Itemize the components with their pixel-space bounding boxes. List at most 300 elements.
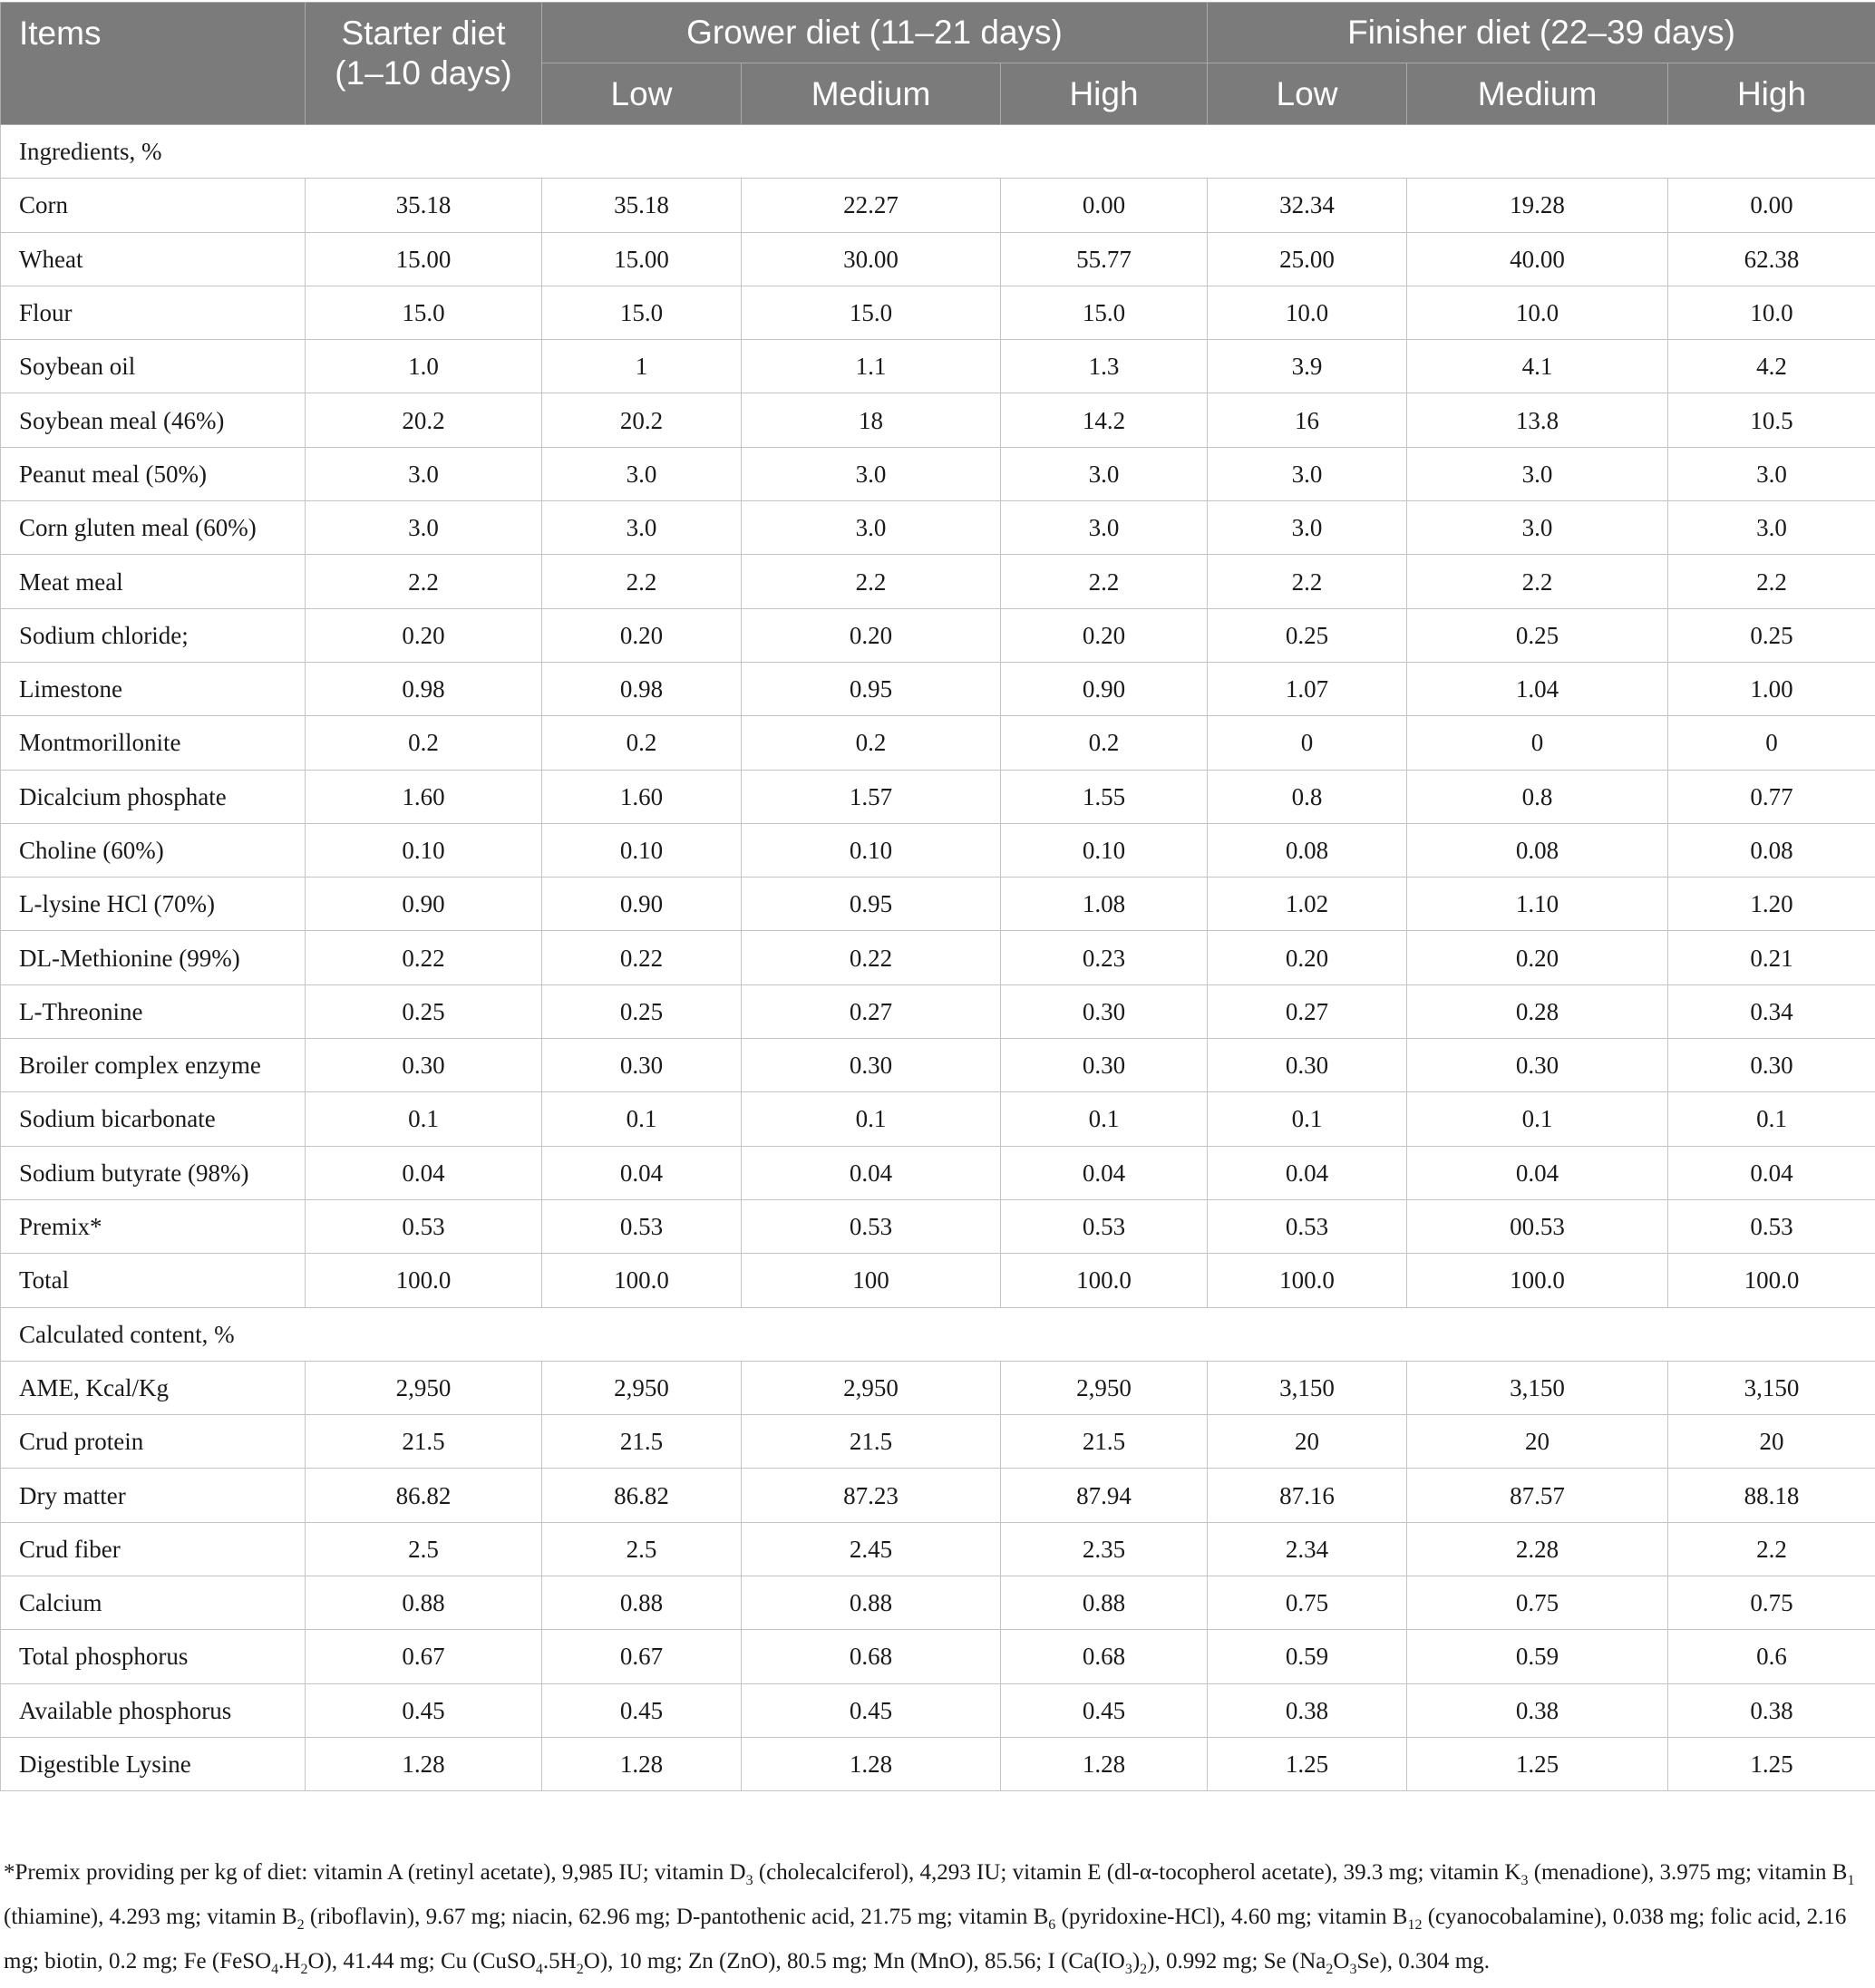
cell-starter: 2.2 [306, 555, 542, 608]
cell-finisher-medium: 0.30 [1407, 1039, 1668, 1092]
cell-finisher-low: 0.27 [1208, 984, 1407, 1038]
cell-finisher-medium: 40.00 [1407, 232, 1668, 286]
cell-grower-low: 0.53 [542, 1199, 742, 1253]
cell-grower-medium: 0.20 [742, 608, 1001, 662]
cell-finisher-high: 62.38 [1668, 232, 1875, 286]
cell-finisher-medium: 0.8 [1407, 770, 1668, 823]
cell-finisher-medium: 100.0 [1407, 1254, 1668, 1307]
cell-finisher-low: 0.75 [1208, 1576, 1407, 1630]
cell-finisher-low: 3.0 [1208, 501, 1407, 555]
row-label: Premix* [1, 1199, 306, 1253]
cell-grower-high: 0.2 [1001, 716, 1208, 770]
cell-finisher-high: 0.00 [1668, 179, 1875, 232]
footnote-text: (pyridoxine-HCl), 4.60 mg; vitamin B [1055, 1905, 1407, 1929]
cell-starter: 0.45 [306, 1683, 542, 1737]
cell-grower-medium: 3.0 [742, 501, 1001, 555]
table-row [1, 1092, 1875, 1146]
footnote-text: O), 41.44 mg; Cu (CuSO [307, 1949, 535, 1973]
cell-finisher-medium: 0 [1407, 716, 1668, 770]
cell-finisher-high: 0.21 [1668, 931, 1875, 984]
cell-grower-medium: 0.2 [742, 716, 1001, 770]
cell-grower-low: 2.2 [542, 555, 742, 608]
cell-finisher-high: 2.2 [1668, 1522, 1875, 1576]
table-body [1, 125, 1875, 1791]
table-row [1, 393, 1875, 447]
row-label: Wheat [1, 232, 306, 286]
footnote-sub: 2 [1326, 1962, 1333, 1977]
cell-finisher-high: 4.2 [1668, 340, 1875, 393]
cell-finisher-high: 0.30 [1668, 1039, 1875, 1092]
cell-grower-high: 0.88 [1001, 1576, 1208, 1630]
cell-starter: 1.0 [306, 340, 542, 393]
cell-grower-medium: 3.0 [742, 447, 1001, 500]
table-row [1, 447, 1875, 500]
cell-grower-high: 0.10 [1001, 823, 1208, 877]
table-row [1, 1683, 1875, 1737]
table-row [1, 501, 1875, 555]
row-label: Meat meal [1, 555, 306, 608]
cell-finisher-medium: 4.1 [1407, 340, 1668, 393]
cell-finisher-medium: 1.10 [1407, 878, 1668, 931]
table-row [1, 1361, 1875, 1414]
row-label: Dicalcium phosphate [1, 770, 306, 823]
footnote-sub: 3 [1520, 1873, 1528, 1888]
cell-grower-low: 0.25 [542, 984, 742, 1038]
row-label: L-Threonine [1, 984, 306, 1038]
cell-grower-high: 0.30 [1001, 1039, 1208, 1092]
cell-grower-medium: 0.1 [742, 1092, 1001, 1146]
cell-finisher-medium: 0.1 [1407, 1092, 1668, 1146]
row-label: Crud fiber [1, 1522, 306, 1576]
cell-grower-medium: 1.1 [742, 340, 1001, 393]
header-finisher-high: High [1668, 63, 1875, 125]
cell-finisher-medium: 2.28 [1407, 1522, 1668, 1576]
cell-starter: 0.88 [306, 1576, 542, 1630]
cell-finisher-high: 10.5 [1668, 393, 1875, 447]
cell-finisher-low: 1.02 [1208, 878, 1407, 931]
cell-finisher-high: 10.0 [1668, 286, 1875, 339]
cell-finisher-low: 0.38 [1208, 1683, 1407, 1737]
cell-grower-medium: 0.45 [742, 1683, 1001, 1737]
cell-starter: 3.0 [306, 501, 542, 555]
cell-starter: 0.90 [306, 878, 542, 931]
cell-starter: 1.60 [306, 770, 542, 823]
table-row [1, 1039, 1875, 1092]
table-header [1, 3, 1875, 125]
footnote-text: O), 10 mg; Zn (ZnO), 80.5 mg; Mn (MnO), 85.56; I (Ca(IO [584, 1949, 1125, 1973]
cell-grower-medium: 87.23 [742, 1469, 1001, 1522]
header-starter-line1: Starter diet [342, 15, 506, 52]
table-row [1, 1254, 1875, 1307]
cell-grower-low: 3.0 [542, 447, 742, 500]
cell-starter: 35.18 [306, 179, 542, 232]
cell-finisher-high: 0.08 [1668, 823, 1875, 877]
header-starter-line2: (1–10 days) [335, 54, 511, 92]
footnote-text: ) [1132, 1949, 1140, 1973]
table-row [1, 1576, 1875, 1630]
row-label: AME, Kcal/Kg [1, 1361, 306, 1414]
cell-grower-high: 1.28 [1001, 1737, 1208, 1790]
footnote-text: (cholecalciferol), 4,293 IU; vitamin E (dl-α-tocopherol acetate), 39.3 mg; vitamin K [753, 1860, 1521, 1885]
cell-grower-low: 35.18 [542, 179, 742, 232]
cell-finisher-high: 0 [1668, 716, 1875, 770]
cell-grower-low: 21.5 [542, 1415, 742, 1469]
row-label: Broiler complex enzyme [1, 1039, 306, 1092]
table-row [1, 716, 1875, 770]
cell-grower-high: 55.77 [1001, 232, 1208, 286]
row-label: Soybean meal (46%) [1, 393, 306, 447]
table-row [1, 770, 1875, 823]
footnote-text: ), 0.992 mg; Se (Na [1147, 1949, 1326, 1973]
cell-grower-low: 0.90 [542, 878, 742, 931]
footnote-text: O [1333, 1949, 1349, 1973]
header-items: Items [1, 3, 306, 125]
cell-finisher-low: 16 [1208, 393, 1407, 447]
table-row [1, 232, 1875, 286]
row-label: Soybean oil [1, 340, 306, 393]
cell-starter: 3.0 [306, 447, 542, 500]
row-label: Choline (60%) [1, 823, 306, 877]
cell-finisher-low: 2.2 [1208, 555, 1407, 608]
cell-finisher-medium: 3.0 [1407, 447, 1668, 500]
cell-finisher-high: 3,150 [1668, 1361, 1875, 1414]
cell-grower-high: 1.3 [1001, 340, 1208, 393]
cell-finisher-low: 1.25 [1208, 1737, 1407, 1790]
footnote-sub: 3 [1125, 1962, 1132, 1977]
cell-starter: 0.53 [306, 1199, 542, 1253]
cell-finisher-low: 0.53 [1208, 1199, 1407, 1253]
cell-starter: 0.25 [306, 984, 542, 1038]
cell-grower-high: 2,950 [1001, 1361, 1208, 1414]
cell-grower-medium: 1.28 [742, 1737, 1001, 1790]
cell-grower-high: 21.5 [1001, 1415, 1208, 1469]
cell-starter: 21.5 [306, 1415, 542, 1469]
cell-finisher-high: 3.0 [1668, 447, 1875, 500]
cell-finisher-high: 0.04 [1668, 1146, 1875, 1199]
cell-finisher-medium: 0.28 [1407, 984, 1668, 1038]
cell-grower-medium: 21.5 [742, 1415, 1001, 1469]
header-starter-diet [306, 3, 542, 125]
cell-grower-medium: 2.2 [742, 555, 1001, 608]
cell-finisher-high: 0.53 [1668, 1199, 1875, 1253]
row-label: Total [1, 1254, 306, 1307]
cell-grower-high: 14.2 [1001, 393, 1208, 447]
cell-starter: 0.04 [306, 1146, 542, 1199]
cell-grower-high: 0.20 [1001, 608, 1208, 662]
cell-finisher-high: 0.25 [1668, 608, 1875, 662]
footnote-sub: 2 [577, 1962, 584, 1977]
table-row [1, 823, 1875, 877]
cell-grower-high: 1.08 [1001, 878, 1208, 931]
table-row [1, 608, 1875, 662]
section-label-ingredients: Ingredients, % [1, 125, 1875, 179]
cell-grower-medium: 22.27 [742, 179, 1001, 232]
cell-grower-high: 15.0 [1001, 286, 1208, 339]
cell-grower-low: 15.0 [542, 286, 742, 339]
cell-finisher-high: 20 [1668, 1415, 1875, 1469]
footnote-sub: 4 [536, 1962, 543, 1977]
cell-finisher-low: 0 [1208, 716, 1407, 770]
cell-finisher-medium: 0.08 [1407, 823, 1668, 877]
cell-finisher-low: 0.1 [1208, 1092, 1407, 1146]
cell-grower-low: 2,950 [542, 1361, 742, 1414]
cell-grower-high: 3.0 [1001, 447, 1208, 500]
row-label: Peanut meal (50%) [1, 447, 306, 500]
cell-finisher-medium: 10.0 [1407, 286, 1668, 339]
cell-starter: 1.28 [306, 1737, 542, 1790]
cell-finisher-low: 2.34 [1208, 1522, 1407, 1576]
row-label: L-lysine HCl (70%) [1, 878, 306, 931]
cell-finisher-high: 0.75 [1668, 1576, 1875, 1630]
cell-starter: 20.2 [306, 393, 542, 447]
cell-starter: 0.20 [306, 608, 542, 662]
cell-finisher-medium: 1.25 [1407, 1737, 1668, 1790]
cell-grower-low: 0.98 [542, 662, 742, 715]
cell-finisher-medium: 2.2 [1407, 555, 1668, 608]
table-row [1, 179, 1875, 232]
cell-grower-low: 0.1 [542, 1092, 742, 1146]
table-row [1, 662, 1875, 715]
cell-grower-medium: 100 [742, 1254, 1001, 1307]
cell-finisher-low: 100.0 [1208, 1254, 1407, 1307]
cell-grower-high: 0.45 [1001, 1683, 1208, 1737]
row-label: Corn gluten meal (60%) [1, 501, 306, 555]
cell-finisher-low: 0.20 [1208, 931, 1407, 984]
cell-finisher-high: 1.00 [1668, 662, 1875, 715]
cell-grower-medium: 0.27 [742, 984, 1001, 1038]
cell-grower-low: 1 [542, 340, 742, 393]
table-row [1, 1737, 1875, 1790]
cell-grower-medium: 0.88 [742, 1576, 1001, 1630]
cell-finisher-high: 0.1 [1668, 1092, 1875, 1146]
table-row [1, 555, 1875, 608]
section-row-ingredients [1, 125, 1875, 179]
cell-grower-high: 0.1 [1001, 1092, 1208, 1146]
cell-finisher-low: 0.30 [1208, 1039, 1407, 1092]
cell-finisher-low: 0.25 [1208, 608, 1407, 662]
cell-finisher-low: 87.16 [1208, 1469, 1407, 1522]
cell-grower-medium: 0.04 [742, 1146, 1001, 1199]
cell-grower-medium: 0.95 [742, 878, 1001, 931]
row-label: Sodium butyrate (98%) [1, 1146, 306, 1199]
cell-grower-medium: 30.00 [742, 232, 1001, 286]
cell-finisher-medium: 87.57 [1407, 1469, 1668, 1522]
cell-finisher-medium: 0.20 [1407, 931, 1668, 984]
footnote-text: (cyanocobalamine), 0.038 mg; folic acid, 2.16 mg; biotin, 0.2 mg; Fe (FeSO [4, 1905, 1846, 1973]
cell-starter: 0.10 [306, 823, 542, 877]
cell-starter: 86.82 [306, 1469, 542, 1522]
cell-grower-high: 0.68 [1001, 1630, 1208, 1683]
row-label: Sodium bicarbonate [1, 1092, 306, 1146]
row-label: Available phosphorus [1, 1683, 306, 1737]
row-label: DL-Methionine (99%) [1, 931, 306, 984]
cell-starter: 2.5 [306, 1522, 542, 1576]
cell-finisher-medium: 13.8 [1407, 393, 1668, 447]
row-label: Dry matter [1, 1469, 306, 1522]
row-label: Total phosphorus [1, 1630, 306, 1683]
cell-finisher-high: 0.77 [1668, 770, 1875, 823]
row-label: Limestone [1, 662, 306, 715]
cell-finisher-low: 0.08 [1208, 823, 1407, 877]
cell-starter: 15.00 [306, 232, 542, 286]
footnote-text: .H [278, 1949, 300, 1973]
cell-grower-low: 100.0 [542, 1254, 742, 1307]
row-label: Sodium chloride; [1, 608, 306, 662]
cell-finisher-medium: 0.38 [1407, 1683, 1668, 1737]
footnote-sub: 2 [300, 1962, 307, 1977]
cell-grower-medium: 2,950 [742, 1361, 1001, 1414]
cell-grower-medium: 15.0 [742, 286, 1001, 339]
diet-composition-table [0, 2, 1875, 1791]
cell-finisher-high: 0.38 [1668, 1683, 1875, 1737]
cell-grower-high: 3.0 [1001, 501, 1208, 555]
cell-grower-low: 1.28 [542, 1737, 742, 1790]
cell-finisher-low: 0.8 [1208, 770, 1407, 823]
header-finisher-low: Low [1208, 63, 1407, 125]
cell-grower-low: 0.67 [542, 1630, 742, 1683]
table-row [1, 1630, 1875, 1683]
cell-grower-medium: 2.45 [742, 1522, 1001, 1576]
cell-grower-low: 0.30 [542, 1039, 742, 1092]
cell-finisher-medium: 20 [1407, 1415, 1668, 1469]
cell-finisher-medium: 3,150 [1407, 1361, 1668, 1414]
section-label-calculated: Calculated content, % [1, 1307, 1875, 1361]
cell-grower-high: 0.53 [1001, 1199, 1208, 1253]
cell-finisher-low: 10.0 [1208, 286, 1407, 339]
table-row [1, 286, 1875, 339]
cell-grower-high: 100.0 [1001, 1254, 1208, 1307]
footnote-sub: 6 [1048, 1917, 1055, 1933]
cell-starter: 2,950 [306, 1361, 542, 1414]
cell-grower-low: 0.20 [542, 608, 742, 662]
cell-finisher-medium: 3.0 [1407, 501, 1668, 555]
footnote-text: (menadione), 3.975 mg; vitamin B [1528, 1860, 1847, 1885]
cell-grower-medium: 0.30 [742, 1039, 1001, 1092]
cell-starter: 100.0 [306, 1254, 542, 1307]
cell-grower-low: 15.00 [542, 232, 742, 286]
cell-finisher-low: 25.00 [1208, 232, 1407, 286]
cell-finisher-high: 2.2 [1668, 555, 1875, 608]
cell-grower-high: 0.00 [1001, 179, 1208, 232]
row-label: Calcium [1, 1576, 306, 1630]
cell-finisher-high: 0.34 [1668, 984, 1875, 1038]
cell-finisher-medium: 0.75 [1407, 1576, 1668, 1630]
cell-grower-medium: 0.22 [742, 931, 1001, 984]
footnote-text: (riboflavin), 9.67 mg; niacin, 62.96 mg; D-pantothenic acid, 21.75 mg; vitamin B [305, 1905, 1049, 1929]
cell-grower-low: 20.2 [542, 393, 742, 447]
table-row [1, 931, 1875, 984]
header-finisher-medium: Medium [1407, 63, 1668, 125]
cell-grower-low: 3.0 [542, 501, 742, 555]
cell-finisher-low: 0.04 [1208, 1146, 1407, 1199]
cell-grower-low: 0.22 [542, 931, 742, 984]
cell-finisher-low: 3.0 [1208, 447, 1407, 500]
header-grower-high: High [1001, 63, 1208, 125]
table-row [1, 1522, 1875, 1576]
cell-finisher-high: 88.18 [1668, 1469, 1875, 1522]
cell-finisher-medium: 0.25 [1407, 608, 1668, 662]
cell-finisher-high: 100.0 [1668, 1254, 1875, 1307]
cell-finisher-low: 1.07 [1208, 662, 1407, 715]
row-label: Montmorillonite [1, 716, 306, 770]
header-grower-medium: Medium [742, 63, 1001, 125]
cell-finisher-low: 0.59 [1208, 1630, 1407, 1683]
header-row-1 [1, 3, 1875, 63]
header-finisher-diet: Finisher diet (22–39 days) [1208, 3, 1875, 63]
cell-finisher-medium: 1.04 [1407, 662, 1668, 715]
cell-finisher-high: 0.6 [1668, 1630, 1875, 1683]
cell-finisher-medium: 19.28 [1407, 179, 1668, 232]
cell-finisher-low: 20 [1208, 1415, 1407, 1469]
cell-finisher-high: 1.20 [1668, 878, 1875, 931]
footnote-text: (thiamine), 4.293 mg; vitamin B [4, 1905, 297, 1929]
table-row [1, 878, 1875, 931]
footnote-sub: 12 [1407, 1917, 1422, 1933]
cell-grower-high: 87.94 [1001, 1469, 1208, 1522]
header-grower-diet: Grower diet (11–21 days) [542, 3, 1208, 63]
footnote-sub: 3 [746, 1873, 753, 1888]
cell-grower-medium: 0.68 [742, 1630, 1001, 1683]
cell-starter: 0.98 [306, 662, 542, 715]
cell-grower-low: 2.5 [542, 1522, 742, 1576]
row-label: Flour [1, 286, 306, 339]
row-label: Digestible Lysine [1, 1737, 306, 1790]
table-row [1, 1199, 1875, 1253]
header-grower-low: Low [542, 63, 742, 125]
cell-grower-low: 0.04 [542, 1146, 742, 1199]
footnote-sub: 2 [1140, 1962, 1147, 1977]
cell-finisher-low: 32.34 [1208, 179, 1407, 232]
cell-starter: 0.67 [306, 1630, 542, 1683]
cell-starter: 0.22 [306, 931, 542, 984]
cell-finisher-high: 1.25 [1668, 1737, 1875, 1790]
cell-grower-high: 0.30 [1001, 984, 1208, 1038]
cell-starter: 0.1 [306, 1092, 542, 1146]
cell-grower-low: 0.10 [542, 823, 742, 877]
cell-grower-medium: 18 [742, 393, 1001, 447]
cell-grower-high: 2.2 [1001, 555, 1208, 608]
cell-grower-high: 2.35 [1001, 1522, 1208, 1576]
cell-finisher-low: 3,150 [1208, 1361, 1407, 1414]
row-label: Corn [1, 179, 306, 232]
cell-grower-low: 0.45 [542, 1683, 742, 1737]
cell-grower-low: 1.60 [542, 770, 742, 823]
cell-grower-medium: 0.53 [742, 1199, 1001, 1253]
cell-grower-low: 0.2 [542, 716, 742, 770]
cell-starter: 15.0 [306, 286, 542, 339]
footnote-sub: 4 [271, 1962, 278, 1977]
cell-grower-medium: 0.10 [742, 823, 1001, 877]
cell-grower-high: 1.55 [1001, 770, 1208, 823]
footnote-text: Se), 0.304 mg. [1356, 1949, 1490, 1973]
cell-finisher-high: 3.0 [1668, 501, 1875, 555]
footnote-text: *Premix providing per kg of diet: vitamin A (retinyl acetate), 9,985 IU; vitamin D [4, 1860, 746, 1885]
footnote-sub: 2 [297, 1917, 305, 1933]
table-row [1, 1469, 1875, 1522]
section-row-calculated [1, 1307, 1875, 1361]
footnote-sub: 3 [1349, 1962, 1356, 1977]
table-row [1, 1146, 1875, 1199]
footnote-text: .5H [543, 1949, 577, 1973]
cell-starter: 0.2 [306, 716, 542, 770]
table-row [1, 340, 1875, 393]
cell-finisher-medium: 0.04 [1407, 1146, 1668, 1199]
cell-starter: 0.30 [306, 1039, 542, 1092]
cell-grower-medium: 1.57 [742, 770, 1001, 823]
cell-grower-medium: 0.95 [742, 662, 1001, 715]
cell-grower-low: 0.88 [542, 1576, 742, 1630]
cell-grower-high: 0.90 [1001, 662, 1208, 715]
